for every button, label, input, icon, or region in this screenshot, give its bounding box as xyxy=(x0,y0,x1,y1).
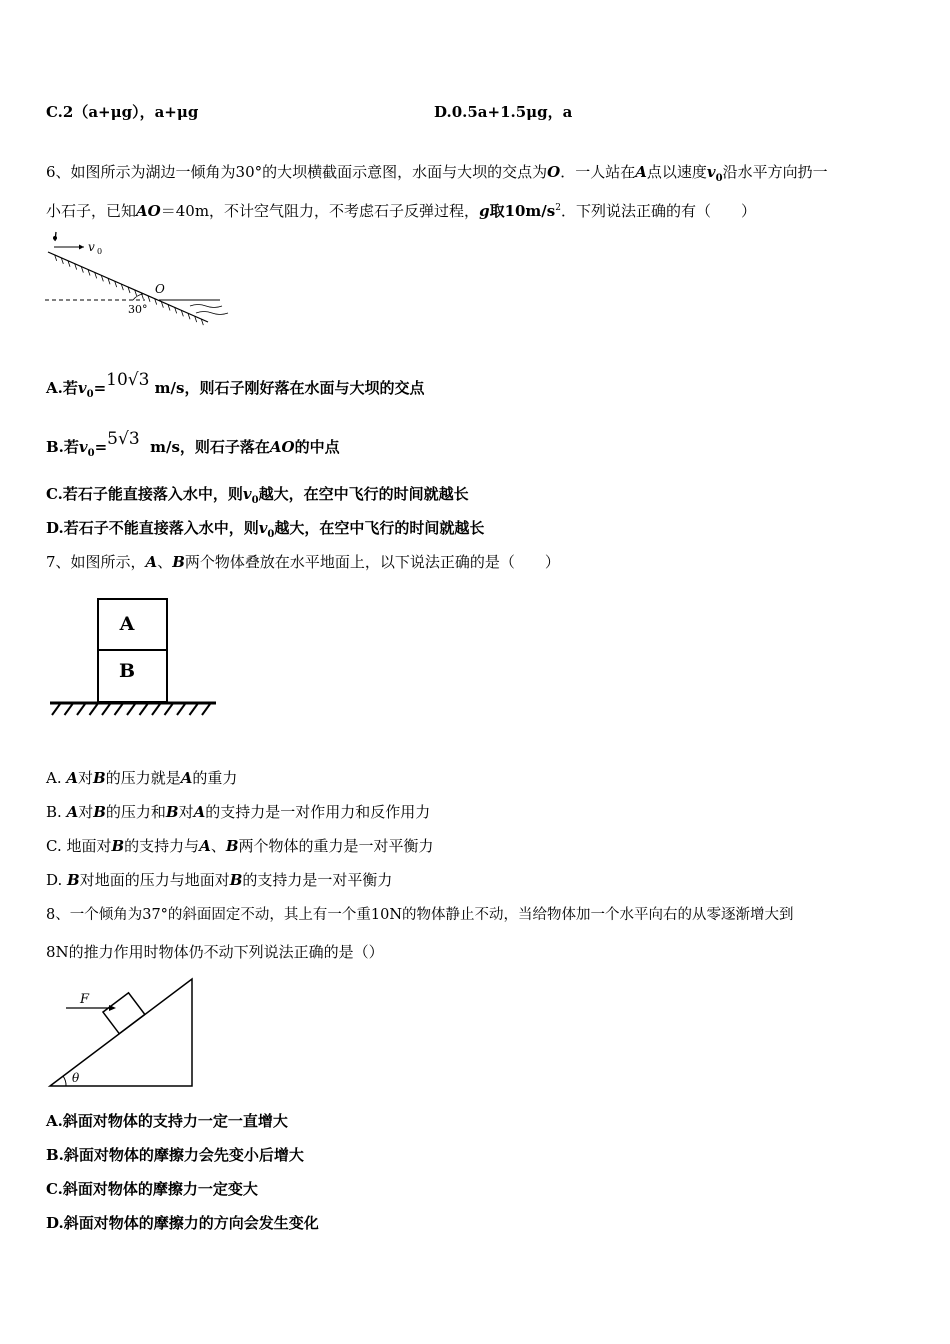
variable-letter: B xyxy=(67,871,80,889)
option-text: 对 xyxy=(78,769,94,787)
option-text: 的压力就是 xyxy=(105,769,181,787)
q8-stem-line1: 8、一个倾角为37°的斜面固定不动，其上有一个重10N的物体静止不动，当给物体加一个水平向右的从零逐渐增大到 xyxy=(46,907,794,923)
q7-option-c xyxy=(46,836,434,856)
variable-letter: B xyxy=(225,837,239,855)
q6-stem-line1: 6、如图所示为湖边一倾角为30°的大坝横截面示意图，水面与大坝的交点为O．一人站在A点以速度$v_0$沿水平方向扔一 xyxy=(46,163,828,184)
option-text: 的支持力是一对作用力和反作用力 xyxy=(205,803,431,821)
q6-option-a: A.若$v_0=10√3$ m/s，则石子刚好落在水面与大坝的交点 xyxy=(46,370,425,400)
v0-sub-label: 0 xyxy=(97,247,103,256)
incline-diagram xyxy=(46,975,198,1090)
q8-option-c: C.斜面对物体的摩擦力一定变大 xyxy=(46,1180,258,1198)
q6-option-b: B.若$v_0=5√3$ m/s，则石子落在AO的中点 xyxy=(46,429,340,459)
ground-hatch-mark xyxy=(115,704,123,715)
q6-option-c: C.若石子能直接落入水中，则$v_0$越大，在空中飞行的时间就越长 xyxy=(46,485,469,506)
ground-hatch-mark xyxy=(165,704,173,715)
option-text: 对 xyxy=(78,803,94,821)
block-b-label: B xyxy=(118,660,136,682)
variable-letter: B xyxy=(165,803,179,821)
option-text: C. 地面对 xyxy=(46,837,112,855)
option-text: 两个物体的重力是一对平衡力 xyxy=(238,837,434,855)
q8-stem-line2: 8N的推力作用时物体仍不动下列说法正确的是（） xyxy=(46,943,384,961)
q8-option-b: B.斜面对物体的摩擦力会先变小后增大 xyxy=(46,1146,304,1164)
stacked-blocks-diagram xyxy=(46,596,221,721)
q7-stem: 7、如图所示，A、B两个物体叠放在水平地面上，以下说法正确的是（ ） xyxy=(46,553,560,571)
ground-hatch-mark xyxy=(65,704,73,715)
variable-letter: B xyxy=(93,803,106,821)
option-text: B. xyxy=(46,803,67,821)
q8-option-d: D.斜面对物体的摩擦力的方向会发生变化 xyxy=(46,1214,319,1232)
option-text: 对地面的压力与地面对 xyxy=(79,871,230,889)
q5-option-c: C.2（a+μg），a+μg xyxy=(46,103,199,121)
option-text: 对 xyxy=(178,803,194,821)
dam-diagram xyxy=(40,228,235,328)
variable-letter: A xyxy=(199,837,211,855)
option-text: 、 xyxy=(210,837,226,855)
block-a-label: A xyxy=(119,613,135,635)
ground-hatch-mark xyxy=(177,704,185,715)
q7-option-b xyxy=(46,802,430,822)
option-text: 的重力 xyxy=(192,769,238,787)
variable-letter: B xyxy=(229,871,243,889)
v0-label: v xyxy=(88,240,95,254)
ground-hatch-mark xyxy=(140,704,148,715)
ground-hatch-mark xyxy=(152,704,160,715)
q6-option-a-value: 10√3 xyxy=(106,370,150,390)
q7-option-a xyxy=(46,768,237,788)
angle-theta-label: θ xyxy=(72,1071,80,1085)
option-text: 的压力和 xyxy=(105,803,166,821)
variable-letter: A xyxy=(66,803,79,821)
variable-letter: A xyxy=(66,769,79,787)
ground-hatch-mark xyxy=(190,704,198,715)
variable-letter: A xyxy=(180,769,193,787)
q5-option-d: D.0.5a+1.5μg，a xyxy=(434,103,573,121)
angle-label: 30° xyxy=(128,303,148,316)
ground-hatch-mark xyxy=(102,704,110,715)
q6-option-b-value: 5√3 xyxy=(107,429,140,449)
ground-hatch-mark xyxy=(127,704,135,715)
ground-hatch-mark xyxy=(90,704,98,715)
option-text: 的支持力与 xyxy=(124,837,200,855)
force-f-label: F xyxy=(80,992,90,1007)
option-text: A. xyxy=(46,769,67,787)
variable-letter: B xyxy=(93,769,106,787)
ground-hatch-mark xyxy=(77,704,85,715)
ground-hatch-mark xyxy=(202,704,210,715)
q6-stem-line2: 小石子，已知AO＝40m，不计空气阻力，不考虑石子反弹过程，g取$10m/s^2$．下列说法正确的有（ ） xyxy=(46,202,756,220)
option-text: D. xyxy=(46,871,68,889)
variable-letter: B xyxy=(111,837,125,855)
q7-option-d xyxy=(46,870,392,890)
ground-hatch-mark xyxy=(52,704,60,715)
q6-option-d: D.若石子不能直接落入水中，则$v_0$越大，在空中飞行的时间就越长 xyxy=(46,519,485,540)
q8-option-a: A.斜面对物体的支持力一定一直增大 xyxy=(46,1112,288,1130)
option-text: 的支持力是一对平衡力 xyxy=(242,871,393,889)
point-o-label: O xyxy=(155,282,165,296)
variable-letter: A xyxy=(193,803,206,821)
